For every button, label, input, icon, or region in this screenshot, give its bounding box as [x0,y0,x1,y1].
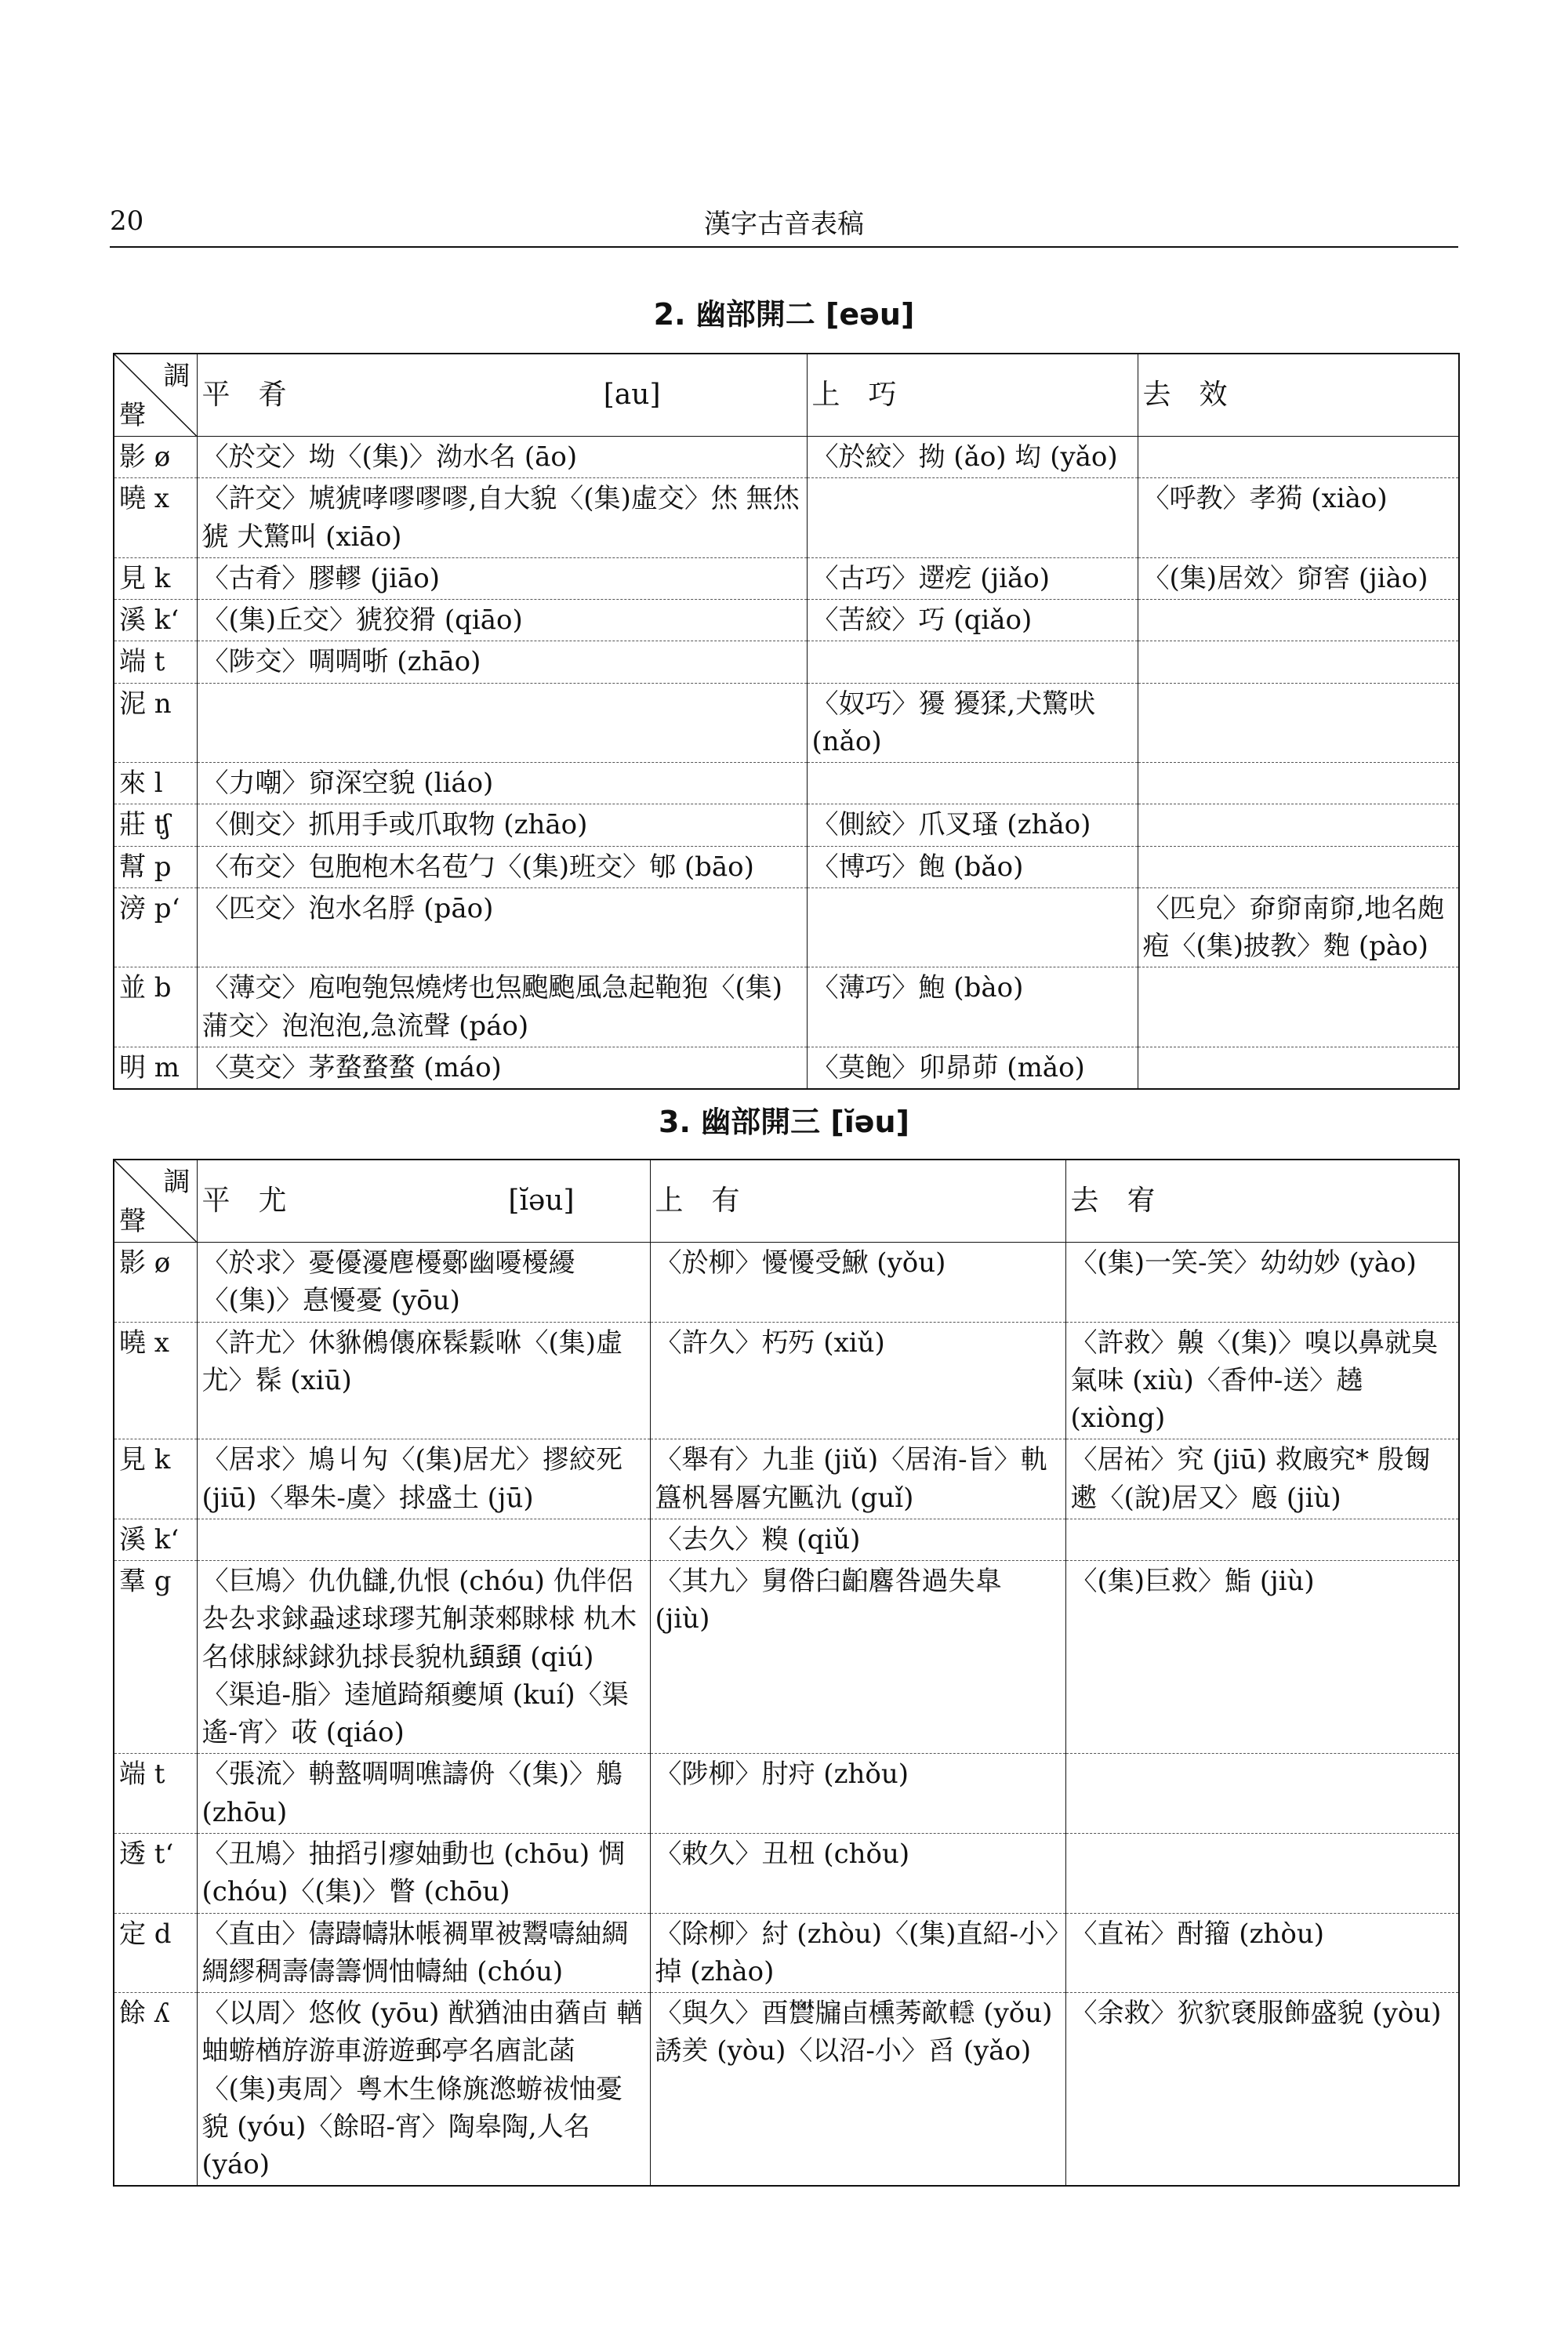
column-header-ping [197,354,807,437]
qu-tone-cell: 〈呼教〉孝㺃 (xiào) [1138,478,1459,558]
initial-cell: 見 k [114,557,197,599]
ping-tone-cell: 〈於交〉坳〈(集)〉泑水名 (āo) [197,437,807,478]
initial-label: 聲 [119,399,146,431]
rhyme-row [114,1561,1459,1754]
rhyme-row [114,478,1459,558]
ping-tone-cell [197,683,807,763]
rhyme-row [114,1322,1459,1439]
running-head [110,202,1458,248]
ping-tone-cell: 〈於求〉憂優瀀麀櫌鄾幽嚘櫌纋〈(集)〉惪懮憂 (yōu) [197,1243,650,1323]
qu-tone-cell [1138,763,1459,804]
page-number: 20 [110,205,144,237]
initial-cell: 溪 kʻ [114,600,197,641]
shang-tone-cell [807,641,1138,683]
initial-cell: 定 d [114,1913,197,1993]
initial-cell: 並 b [114,967,197,1047]
shang-tone-cell: 〈與久〉酉𨑋牖卣櫄莠歒𨏈 (yǒu) 誘羑 (yòu)〈以沼-小〉舀 (yǎo) [650,1993,1065,2187]
rhyme-row [114,641,1459,683]
ping-tone-cell: 〈古肴〉膠轇 (jiāo) [197,557,807,599]
rhyme-row [114,600,1459,641]
shang-tone-cell: 〈薄巧〉鮑 (bào) [807,967,1138,1047]
initial-cell: 明 m [114,1047,197,1089]
ping-tone-cell: 〈張流〉輈盩啁啁噍譸侜〈(集)〉鵃 (zhōu) [197,1754,650,1834]
shang-tone-cell: 〈古巧〉遻疙 (jiǎo) [807,557,1138,599]
tone-initial-corner [114,1160,197,1243]
initial-cell: 來 l [114,763,197,804]
rhyme-row [114,887,1459,967]
qu-tone-cell [1065,1519,1459,1560]
qu-tone-cell: 〈直祐〉酎籀 (zhòu) [1065,1913,1459,1993]
ping-tone-cell: 〈莫交〉茅蝥蝥蝥 (máo) [197,1047,807,1089]
rhyme-row [114,1833,1459,1913]
ping-tone-cell: 〈匹交〉泡水名脬 (pāo) [197,887,807,967]
qu-tone-cell: 〈匹皃〉奅窌南窌,地名皰疱〈(集)披教〉麭 (pào) [1138,887,1459,967]
shang-tone-cell: 〈去久〉糗 (qiǔ) [650,1519,1065,1560]
shang-tone-cell: 〈除柳〉紂 (zhòu)〈(集)直紹-小〉掉 (zhào) [650,1913,1065,1993]
ping-tone-cell: 〈巨鳩〉仇仇讎,仇恨 (chóu) 仇伴侶 厹厹求銶蝨逑球璆艽觓莍郲賕梂 朹木名俅脙絿銶犰捄長貌朹𩓣𩓣 (qiú)〈渠追-脂〉逵馗踦頯夔頄 (kuí)〈渠遙-宵〉荍 (qiáo) [197,1561,650,1754]
qu-tone-cell: 〈余救〉狖貁褎服飾盛貌 (yòu) [1065,1993,1459,2187]
column-header-shang: 上 有 [650,1160,1065,1243]
qu-tone-cell [1138,437,1459,478]
rhyme-row [114,846,1459,887]
rhyme-row [114,1754,1459,1834]
initial-label: 聲 [119,1205,146,1237]
section-2-title: 2. 幽部開二 [eəu] [653,297,915,332]
shang-tone-cell: 〈舉有〉九韭 (jiǔ)〈居洧-旨〉軌簋杋晷厬宄匭氿 (guǐ) [650,1439,1065,1519]
initial-cell: 端 t [114,641,197,683]
ping-tone-cell: 〈許交〉虓猇哮嘐嘐嘐,自大貌〈(集)虛交〉烋 無烋 猇 犬驚叫 (xiāo) [197,478,807,558]
qu-tone-cell: 〈許救〉齅〈(集)〉嗅以鼻就臭 氣味 (xiù)〈香仲-送〉趬 (xiòng) [1065,1322,1459,1439]
rhyme-row [114,557,1459,599]
qu-tone-cell: 〈居祐〉究 (jiū) 救廄究* 殷匓 遬〈(說)居又〉廏 (jiù) [1065,1439,1459,1519]
shang-tone-cell: 〈苦絞〉巧 (qiǎo) [807,600,1138,641]
initial-cell: 滂 pʻ [114,887,197,967]
tone-label: 調 [163,1167,191,1198]
rhyme-row [114,804,1459,846]
ping-tone-cell: 〈薄交〉庖咆匏炰燒烤也炰颮颮風急起鞄狍〈(集)蒲交〉泡泡泡,急流聲 (páo) [197,967,807,1047]
column-header-qu: 去 宥 [1065,1160,1459,1243]
qu-tone-cell [1138,1047,1459,1089]
shang-tone-cell: 〈陟柳〉肘疛 (zhǒu) [650,1754,1065,1834]
ping-tone-cell: 〈(集)丘交〉猇狡猾 (qiāo) [197,600,807,641]
shang-tone-cell: 〈於柳〉懮懮受鰍 (yǒu) [650,1243,1065,1323]
qu-tone-cell [1138,683,1459,763]
shang-tone-cell: 〈許久〉朽㱙 (xiǔ) [650,1322,1065,1439]
initial-cell: 影 ø [114,437,197,478]
shang-tone-cell: 〈於絞〉拗 (ǎo) 㘭 (yǎo) [807,437,1138,478]
initial-cell: 溪 kʻ [114,1519,197,1560]
qu-tone-cell [1138,846,1459,887]
qu-tone-cell: 〈(集)居效〉窌窖 (jiào) [1138,557,1459,599]
shang-tone-cell [807,763,1138,804]
rhyme-row [114,437,1459,478]
ping-tone-cell: 〈居求〉鳩丩勼〈(集)居尤〉摎絞死 (jiū)〈舉朱-虞〉捄盛土 (jū) [197,1439,650,1519]
tone-initial-corner [114,354,197,437]
initial-cell: 泥 n [114,683,197,763]
rhyme-row [114,1913,1459,1993]
rhyme-row [114,763,1459,804]
qu-tone-cell: 〈(集)巨救〉鮨 (jiù) [1065,1561,1459,1754]
rhyme-row [114,1439,1459,1519]
qu-tone-cell [1138,600,1459,641]
ping-tone-label: 平 肴 [201,379,287,412]
ping-tone-cell: 〈力嘲〉窌深空貌 (liáo) [197,763,807,804]
rhyme-row [114,967,1459,1047]
rhyme-row [114,1243,1459,1323]
section-3-title: 3. 幽部開三 [ĭəu] [659,1105,909,1139]
initial-cell: 透 tʻ [114,1833,197,1913]
shang-tone-cell: 〈其九〉舅倃臼齨麔咎過失臯 (jiù) [650,1561,1065,1754]
ping-tone-cell: 〈許尤〉休貅鵂㒟庥髹鬏咻〈(集)虛尤〉髹 (xiū) [197,1322,650,1439]
tone-label: 調 [163,361,191,392]
initial-cell: 端 t [114,1754,197,1834]
initial-cell: 餘 ʎ [114,1993,197,2187]
ping-tone-cell: 〈以周〉悠攸 (yōu) 猷猶油由蕕卣 輶蚰蝣楢斿游車游遊郵亭名庮䚰菡〈(集)夷周〉粤木生條旐滺蝣祓怞憂 貌 (yóu)〈餘昭-宵〉陶皋陶,人名 (yáo) [197,1993,650,2187]
shang-tone-cell: 〈側絞〉爪叉瑵 (zhǎo) [807,804,1138,846]
ping-tone-cell: 〈丑鳩〉抽搯引瘳妯動也 (chōu) 惆 (chóu)〈(集)〉瞥 (chōu) [197,1833,650,1913]
book-title: 漢字古音表稿 [704,209,864,240]
shang-tone-cell: 〈莫飽〉卯昴茆 (mǎo) [807,1047,1138,1089]
ping-tone-label: 平 尤 [201,1185,287,1218]
shang-tone-cell: 〈敕久〉丑杻 (chǒu) [650,1833,1065,1913]
initial-cell: 幫 p [114,846,197,887]
qu-tone-cell [1138,967,1459,1047]
qu-tone-cell [1138,804,1459,846]
rhyme-row [114,683,1459,763]
rhyme-row [114,1047,1459,1089]
rhyme-row [114,1993,1459,2187]
shang-tone-cell [807,887,1138,967]
column-header-ping [197,1160,650,1243]
ping-rime-label: [au] [603,379,661,412]
initial-cell: 見 k [114,1439,197,1519]
qu-tone-cell [1065,1833,1459,1913]
rhyme-row [114,1519,1459,1560]
initial-cell: 莊 ʧ [114,804,197,846]
shang-tone-cell [807,478,1138,558]
qu-tone-cell [1065,1754,1459,1834]
column-header-shang: 上 巧 [807,354,1138,437]
ping-tone-cell: 〈直由〉儔躊幬牀帳裯單被鬻嚋紬綢 綢繆稠壽儔籌惆怞幬紬 (chóu) [197,1913,650,1993]
initial-cell: 影 ø [114,1243,197,1323]
section-2-table [113,353,1460,1090]
shang-tone-cell: 〈奴巧〉獶 獶猱,犬驚吠 (nǎo) [807,683,1138,763]
initial-cell: 曉 x [114,1322,197,1439]
qu-tone-cell [1138,641,1459,683]
shang-tone-cell: 〈博巧〉飽 (bǎo) [807,846,1138,887]
column-header-qu: 去 效 [1138,354,1459,437]
ping-tone-cell: 〈陟交〉啁啁哳 (zhāo) [197,641,807,683]
section-3-table [113,1159,1460,2187]
ping-tone-cell [197,1519,650,1560]
table-header-row [114,354,1459,437]
ping-tone-cell: 〈側交〉抓用手或爪取物 (zhāo) [197,804,807,846]
qu-tone-cell: 〈(集)一笑-笑〉幼幼妙 (yào) [1065,1243,1459,1323]
initial-cell: 羣 g [114,1561,197,1754]
initial-cell: 曉 x [114,478,197,558]
ping-tone-cell: 〈布交〉包胞枹木名苞勹〈(集)班交〉郇 (bāo) [197,846,807,887]
table-header-row [114,1160,1459,1243]
ping-rime-label: [ĭəu] [508,1185,575,1218]
